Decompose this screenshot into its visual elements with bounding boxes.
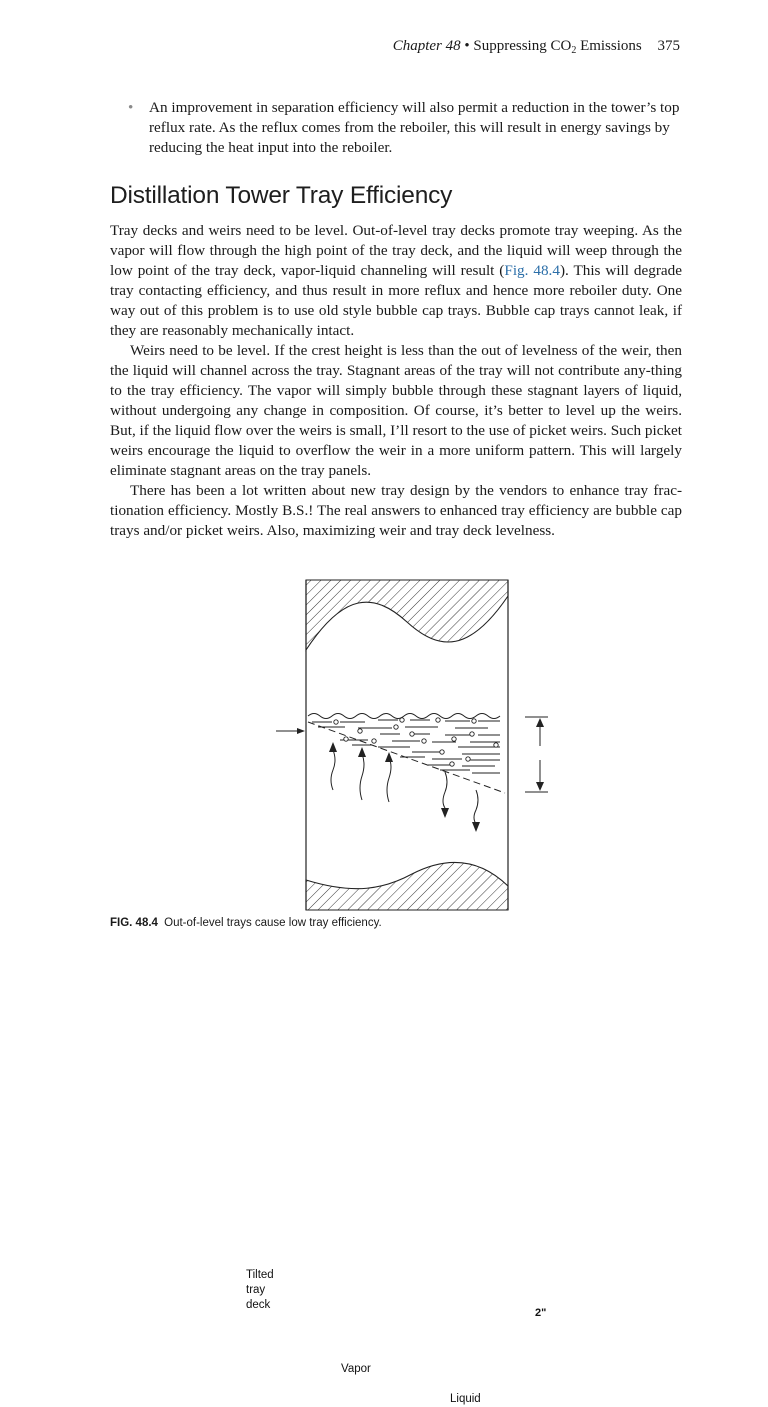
chapter-title: Suppressing $CO_2$ Emissions (473, 38, 642, 56)
chapter-label: Chapter 48 (392, 38, 461, 54)
body-text (110, 221, 682, 541)
tower-diagram (0, 560, 768, 920)
page-number: 375 (657, 38, 680, 54)
top-break-hatch (306, 580, 508, 650)
caption-number: FIG. 48.4 (110, 917, 158, 929)
caption-text: Out-of-level trays cause low tray efficiency. (164, 917, 382, 929)
liquid-arrows (443, 772, 478, 824)
paragraph-1: Tray decks and weirs need to be level. Out-of-level tray decks promote tray weeping. As the vapor will flow through the high point of the tray deck, and the liquid will weep through the low point of the tray deck, vapor-liquid channeling will result (Fig. 48.4). This will degrade tray contacting efficiency, and thus result in more reflux and hence more reboiler duty. One way out of this problem is to use old style bubble cap trays. Bubble cap trays cannot leak, if they are reasonably mechanically intact. (110, 222, 682, 339)
tilted-tray-deck-label: Tilted tray deck (246, 1269, 274, 1311)
dimension-label: 2" (535, 1307, 547, 1319)
liquid-layer-strokes (312, 720, 500, 773)
vapor-arrows (331, 750, 391, 802)
figure-reference-link[interactable]: Fig. 48.4 (504, 262, 560, 279)
vapor-arrow-3 (387, 758, 391, 802)
header-separator: • (464, 38, 470, 54)
vapor-arrow-1 (331, 750, 335, 790)
figure-caption (110, 917, 382, 929)
liquid-arrow-2 (474, 790, 478, 824)
bullet-item (128, 98, 682, 158)
deck-pointer-arrowhead (297, 728, 305, 734)
liquid-surface (308, 714, 500, 719)
bullet-text: An improvement in separation efficiency will also permit a reduction in the tower’s top reflux rate. As the reflux comes from the reboiler, this will result in energy savings by reducing the heat input into the reboiler. (149, 99, 680, 156)
liquid-label: Liquid (450, 1393, 481, 1405)
paragraph-3: There has been a lot written about new tray design by the vendors to enhance tray frac-tionation efficiency. Mostly B.S.! The real answers to enhanced tray efficiency are bubble cap trays and/or picket weirs. Also, maximizing weir and tray deck levelness. (110, 482, 682, 539)
paragraph-2: Weirs need to be level. If the crest height is less than the out of levelness of the weir, then the liquid will channel across the tray. Stagnant areas of the tray will not contribute any-thing to the tray efficiency. The vapor will simply bubble through these stagnant layers of liquid, without undergoing any change in composition. Of course, it’s better to level up the weirs. But, if the liquid flow over the weirs is small, I’ll resort to the use of picket weirs. Such picket weirs encourage the liquid to overflow the weir in a more uniform pattern. This will largely eliminate stagnant areas on the tray panels. (110, 342, 682, 479)
running-head (393, 38, 680, 55)
bottom-break-hatch (306, 862, 508, 910)
dimension-marker (525, 717, 548, 792)
bullet-marker: • (128, 99, 134, 116)
section-heading: Distillation Tower Tray Efficiency (110, 182, 453, 209)
vapor-arrow-2 (360, 754, 364, 800)
vapor-label: Vapor (341, 1363, 371, 1375)
liquid-arrow-1 (443, 772, 447, 808)
